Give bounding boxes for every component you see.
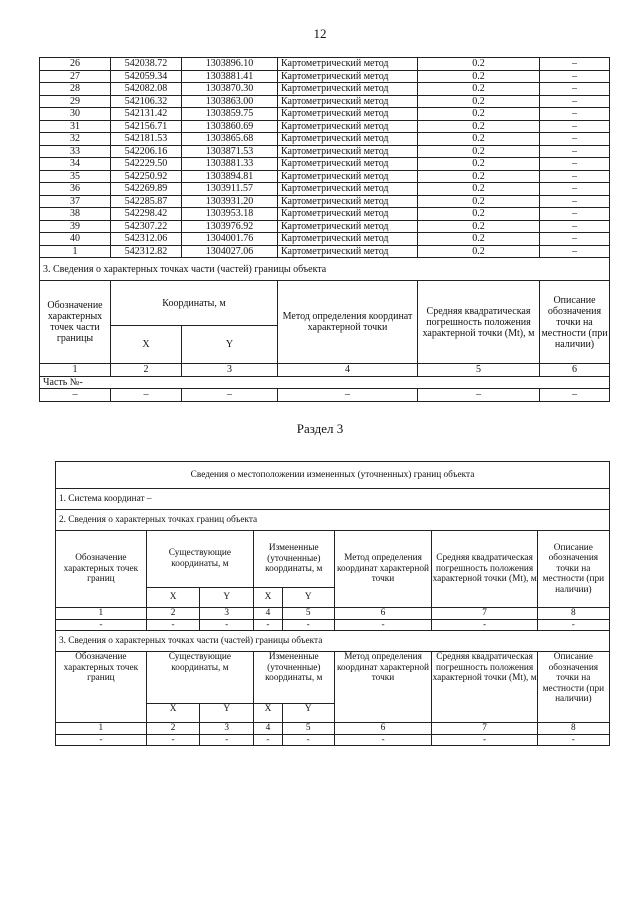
col-x: X [254, 587, 283, 607]
points-table [39, 57, 610, 402]
col-y: Y [200, 587, 254, 607]
point-x: 542038.72 [111, 58, 182, 71]
part-label: Часть №- [40, 376, 610, 389]
point-error: 0.2 [418, 83, 540, 96]
dash-cell: - [334, 734, 432, 746]
dash-cell: - [254, 619, 283, 631]
point-y: 1303871.53 [182, 145, 278, 158]
col-changed: Измененные (уточненные) координаты, м [254, 531, 334, 588]
point-y: 1303881.33 [182, 158, 278, 171]
col-method: Метод определения координат характерной точки [334, 531, 432, 608]
point-number: 35 [40, 170, 111, 183]
point-row [40, 70, 610, 83]
point-method: Картометрический метод [278, 83, 418, 96]
col-num: 1 [56, 723, 147, 735]
dash-cell: - [56, 619, 147, 631]
point-row [40, 133, 610, 146]
point-x: 542312.82 [111, 245, 182, 258]
point-error: 0.2 [418, 108, 540, 121]
point-number: 36 [40, 183, 111, 196]
col-y: Y [200, 704, 254, 723]
col-num: 1 [40, 364, 111, 377]
point-y: 1303870.30 [182, 83, 278, 96]
empty-cell: – [278, 389, 418, 402]
col-x: X [254, 704, 283, 723]
col-num: 3 [200, 608, 254, 620]
col-num: 1 [56, 608, 147, 620]
col-num: 7 [432, 608, 537, 620]
col-x: X [146, 587, 200, 607]
point-x: 542106.32 [111, 95, 182, 108]
point-row [40, 195, 610, 208]
point-error: 0.2 [418, 245, 540, 258]
col-num: 6 [540, 364, 610, 377]
point-desc: – [540, 245, 610, 258]
point-error: 0.2 [418, 95, 540, 108]
dash-cell: - [254, 734, 283, 746]
point-method: Картометрический метод [278, 133, 418, 146]
point-desc: – [540, 95, 610, 108]
point-row [40, 95, 610, 108]
col-num: 6 [334, 723, 432, 735]
col-existing: Существующие координаты, м [146, 531, 253, 588]
col-error: Средняя квадратическая погрешность положения характерной точки (Mt), м [418, 281, 540, 364]
col-desc: Описание обозначения точки на местности (при наличии) [537, 652, 609, 723]
point-x: 542269.89 [111, 183, 182, 196]
dash-cell: - [432, 734, 537, 746]
point-y: 1303911.57 [182, 183, 278, 196]
point-x: 542181.53 [111, 133, 182, 146]
point-x: 542082.08 [111, 83, 182, 96]
point-y: 1303896.10 [182, 58, 278, 71]
point-number: 29 [40, 95, 111, 108]
point-error: 0.2 [418, 120, 540, 133]
col-num: 8 [537, 608, 609, 620]
point-row [40, 58, 610, 71]
point-desc: – [540, 108, 610, 121]
col-method: Метод определения координат характерной точки [334, 652, 432, 723]
point-y: 1303931.20 [182, 195, 278, 208]
point-row [40, 158, 610, 171]
point-x: 542206.16 [111, 145, 182, 158]
empty-cell: – [182, 389, 278, 402]
point-number: 37 [40, 195, 111, 208]
point-error: 0.2 [418, 158, 540, 171]
point-desc: – [540, 83, 610, 96]
point-method: Картометрический метод [278, 195, 418, 208]
point-number: 27 [40, 70, 111, 83]
point-number: 33 [40, 145, 111, 158]
col-designation: Обозначение характерных точек части границы [40, 281, 111, 364]
empty-cell: – [40, 389, 111, 402]
point-error: 0.2 [418, 208, 540, 221]
point-row [40, 120, 610, 133]
point-number: 34 [40, 158, 111, 171]
col-num: 3 [200, 723, 254, 735]
col-num: 6 [334, 608, 432, 620]
col-designation: Обозначение характерных точек границ [56, 652, 147, 723]
point-y: 1303863.00 [182, 95, 278, 108]
point-error: 0.2 [418, 58, 540, 71]
col-num: 8 [537, 723, 609, 735]
point-method: Картометрический метод [278, 58, 418, 71]
point-y: 1303860.69 [182, 120, 278, 133]
point-number: 30 [40, 108, 111, 121]
point-number: 28 [40, 83, 111, 96]
col-coords: Координаты, м [111, 281, 278, 326]
point-number: 32 [40, 133, 111, 146]
point-error: 0.2 [418, 70, 540, 83]
point-method: Картометрический метод [278, 183, 418, 196]
dash-cell: - [282, 734, 334, 746]
col-existing: Существующие координаты, м [146, 652, 253, 704]
point-x: 542131.42 [111, 108, 182, 121]
col-num: 5 [282, 608, 334, 620]
point-number: 40 [40, 233, 111, 246]
section-title: Раздел 3 [296, 421, 344, 436]
point-number: 38 [40, 208, 111, 221]
col-changed: Измененные (уточненные) координаты, м [254, 652, 334, 704]
point-desc: – [540, 233, 610, 246]
point-method: Картометрический метод [278, 70, 418, 83]
col-designation: Обозначение характерных точек границ [56, 531, 147, 608]
col-num: 7 [432, 723, 537, 735]
sub2-title: 2. Сведения о характерных точках границ объекта [56, 510, 610, 531]
dash-cell: - [334, 619, 432, 631]
point-row [40, 83, 610, 96]
col-y: Y [282, 587, 334, 607]
empty-cell: – [540, 389, 610, 402]
point-row [40, 220, 610, 233]
point-number: 1 [40, 245, 111, 258]
point-method: Картометрический метод [278, 170, 418, 183]
point-number: 31 [40, 120, 111, 133]
point-row [40, 233, 610, 246]
point-row [40, 208, 610, 221]
col-num: 5 [418, 364, 540, 377]
point-desc: – [540, 195, 610, 208]
point-number: 39 [40, 220, 111, 233]
section3-title: Сведения о местоположении измененных (уточненных) границ объекта [56, 462, 610, 489]
dash-cell: - [432, 619, 537, 631]
point-desc: – [540, 70, 610, 83]
col-num: 2 [146, 608, 200, 620]
point-desc: – [540, 208, 610, 221]
point-error: 0.2 [418, 133, 540, 146]
point-method: Картометрический метод [278, 145, 418, 158]
point-error: 0.2 [418, 195, 540, 208]
point-x: 542312.06 [111, 233, 182, 246]
col-error: Средняя квадратическая погрешность положения характерной точки (Mt), м [432, 652, 537, 723]
point-y: 1303976.92 [182, 220, 278, 233]
point-desc: – [540, 120, 610, 133]
col-num: 3 [182, 364, 278, 377]
dash-cell: - [146, 619, 200, 631]
col-method: Метод определения координат характерной точки [278, 281, 418, 364]
point-y: 1303881.41 [182, 70, 278, 83]
point-error: 0.2 [418, 233, 540, 246]
point-row [40, 145, 610, 158]
col-num: 4 [278, 364, 418, 377]
point-desc: – [540, 58, 610, 71]
point-x: 542298.42 [111, 208, 182, 221]
point-y: 1303953.18 [182, 208, 278, 221]
point-desc: – [540, 220, 610, 233]
point-y: 1303865.68 [182, 133, 278, 146]
point-method: Картометрический метод [278, 120, 418, 133]
point-x: 542229.50 [111, 158, 182, 171]
point-error: 0.2 [418, 145, 540, 158]
coord-system: 1. Система координат – [56, 489, 610, 510]
dash-cell: - [56, 734, 147, 746]
col-x: X [146, 704, 200, 723]
point-desc: – [540, 158, 610, 171]
dash-cell: - [146, 734, 200, 746]
col-num: 5 [282, 723, 334, 735]
point-y: 1304001.76 [182, 233, 278, 246]
point-row [40, 170, 610, 183]
col-num: 2 [146, 723, 200, 735]
dash-cell: - [200, 619, 254, 631]
point-method: Картометрический метод [278, 208, 418, 221]
col-num: 2 [111, 364, 182, 377]
point-desc: – [540, 183, 610, 196]
dash-cell: - [282, 619, 334, 631]
point-desc: – [540, 145, 610, 158]
dash-cell: - [537, 619, 609, 631]
point-desc: – [540, 133, 610, 146]
part-section-title: 3. Сведения о характерных точках части (частей) границы объекта [40, 258, 610, 281]
col-num: 4 [254, 608, 283, 620]
col-x: X [111, 326, 182, 364]
empty-cell: – [418, 389, 540, 402]
point-error: 0.2 [418, 220, 540, 233]
page-number: 12 [313, 26, 327, 41]
point-x: 542156.71 [111, 120, 182, 133]
point-method: Картометрический метод [278, 220, 418, 233]
point-method: Картометрический метод [278, 108, 418, 121]
point-error: 0.2 [418, 183, 540, 196]
point-x: 542059.34 [111, 70, 182, 83]
col-desc: Описание обозначения точки на местности (при наличии) [540, 281, 610, 364]
point-desc: – [540, 170, 610, 183]
col-error: Средняя квадратическая погрешность положения характерной точки (Mt), м [432, 531, 537, 608]
col-y: Y [182, 326, 278, 364]
point-row [40, 245, 610, 258]
point-method: Картометрический метод [278, 233, 418, 246]
point-method: Картометрический метод [278, 158, 418, 171]
point-x: 542307.22 [111, 220, 182, 233]
col-num: 4 [254, 723, 283, 735]
dash-cell: - [200, 734, 254, 746]
point-method: Картометрический метод [278, 95, 418, 108]
point-row [40, 183, 610, 196]
point-number: 26 [40, 58, 111, 71]
empty-cell: – [111, 389, 182, 402]
point-y: 1304027.06 [182, 245, 278, 258]
point-method: Картометрический метод [278, 245, 418, 258]
sub3-title: 3. Сведения о характерных точках части (частей) границы объекта [56, 631, 610, 652]
dash-cell: - [537, 734, 609, 746]
col-desc: Описание обозначения точки на местности (при наличии) [537, 531, 609, 608]
point-row [40, 108, 610, 121]
point-error: 0.2 [418, 170, 540, 183]
point-y: 1303859.75 [182, 108, 278, 121]
section3-table [55, 461, 610, 746]
point-x: 542285.87 [111, 195, 182, 208]
point-x: 542250.92 [111, 170, 182, 183]
col-y: Y [282, 704, 334, 723]
point-y: 1303894.81 [182, 170, 278, 183]
